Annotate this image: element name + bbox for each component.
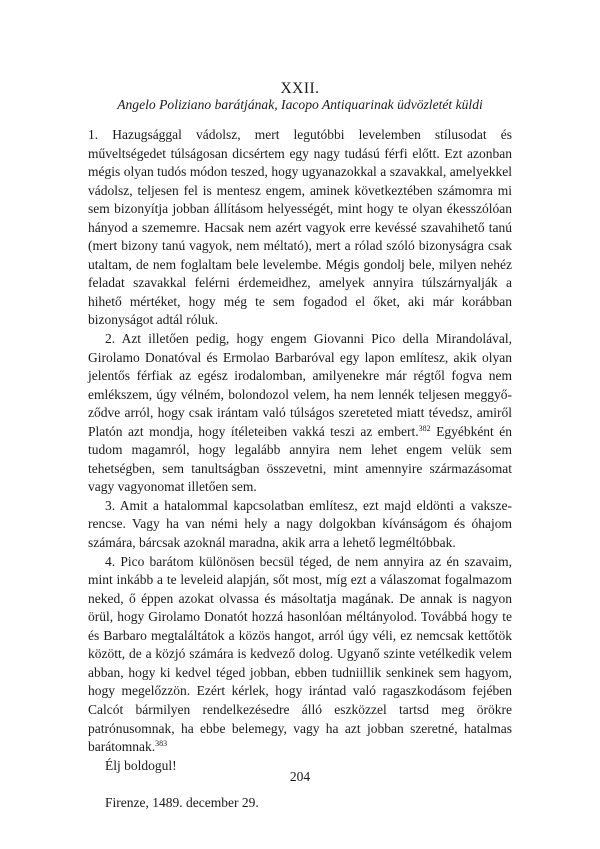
letter-body (88, 126, 512, 812)
paragraph-2-text-continued: Egyébként én tudom magamról, hogy legalább annyira nem lehet engem velük sem tehetségben, sem tanultságban összevetni, mint amennyire származásomat vagy vagyonomat illetően sem. (88, 423, 512, 495)
paragraph-2 (88, 330, 512, 497)
paragraph-4 (88, 553, 512, 757)
paragraph-4-text: 4. Pico barátom különösen becsül téged, de nem annyira az én szavaim, mint inkább a te leveleid alapján, sőt most, míg ezt a válaszomat fogalmazom neked, ő éppen azokat olvassa és másoltatja magának. De annak is nagyon örül, hogy Girolamo Donatót hozzá hasonlóan méltányolod. Továbbá hogy te és Barbaro megtaláltátok a közös hangot, arról úgy véli, ez nemcsak kettőtök között, de a közjó számára is kedvező dolog. Ugyanő szinte vetélkedik velem abban, hogy ki kedvel téged jobban, ebben tudniillik senkinek sem hagyom, hogy megelőzzön. Ezért kérlek, hogy irántad való ragaszkodásom fejében Calcót bármilyen rendelkezésedre álló eszközzel tartsd meg örökre patrónusomnak, ha ebbe belemegy, vagy ha azt jobban szeretné, hatalmas barátomnak. (88, 553, 512, 755)
dateline: Firenze, 1489. december 29. (105, 794, 259, 810)
closing-greeting: Élj boldogul! (105, 757, 177, 773)
paragraph-2-text: 2. Azt illetően pedig, hogy engem Giovanni Pico della Mirandolával, Girolamo Donatóval és Ermolao Barbaróval egy lapon említesz, akik olyan jelentős férfiak az egész irodalomban, amilyenekre már régtől fogva nem emlékszem, úgy vélném, bolondozol velem, ha nem lennék teljesen meggyőződve arról, hogy csak irántam való túlságos szereteted miatt tévedsz, amiről Platón azt mondja, hogy ítéleteiben vakká teszi az embert. (88, 331, 512, 439)
footnote-ref-383: 383 (155, 739, 168, 749)
page-number: 204 (289, 769, 311, 784)
chapter-number: XXII. (280, 80, 320, 97)
chapter-title: Angelo Poliziano barátjának, Iacopo Antiquarinak üdvözletét küldi (117, 97, 483, 112)
paragraph-3: 3. Amit a hatalommal kapcsolatban említesz, ezt majd eldönti a vakszerencse. Vagy ha van némi hely a nagy dolgokban kívánságom és óhajom számára, bárcsak azoknál maradna, akik arra a lehető legméltóbbak. (88, 497, 512, 551)
paragraph-1: 1. Hazugsággal vádolsz, mert legutóbbi levelemben stílusodat és műveltségedet túlságosan dicsértem egy nagy tudású férfi előtt. Ezt azonban mégis olyan tudós módon teszed, hogy ugyanazokkal a szavakkal, amelyekkel vádolsz, teljesen fel is mentesz engem, aminek következtében számomra mi sem bizonyítja jobban állításom helyességét, mint hogy te olyan ékesszólóan hányod a szememre. Hacsak nem azért vagyok erre kevéssé szavahihető tanú (mert bizony tanú vagyok, nem méltató), mert a rólad szóló bizonyságra csak utaltam, de nem foglaltam bele levelembe. Mégis gondolj bele, milyen nehéz feladat szavakkal felérni érdemeidhez, amelyek annyira túlszárnyalják a hihető mértéket, hogy még te sem fogadod el őket, aki már korábban bizonyságot adtál róluk. (88, 127, 512, 328)
footnote-ref-382: 382 (418, 423, 431, 433)
